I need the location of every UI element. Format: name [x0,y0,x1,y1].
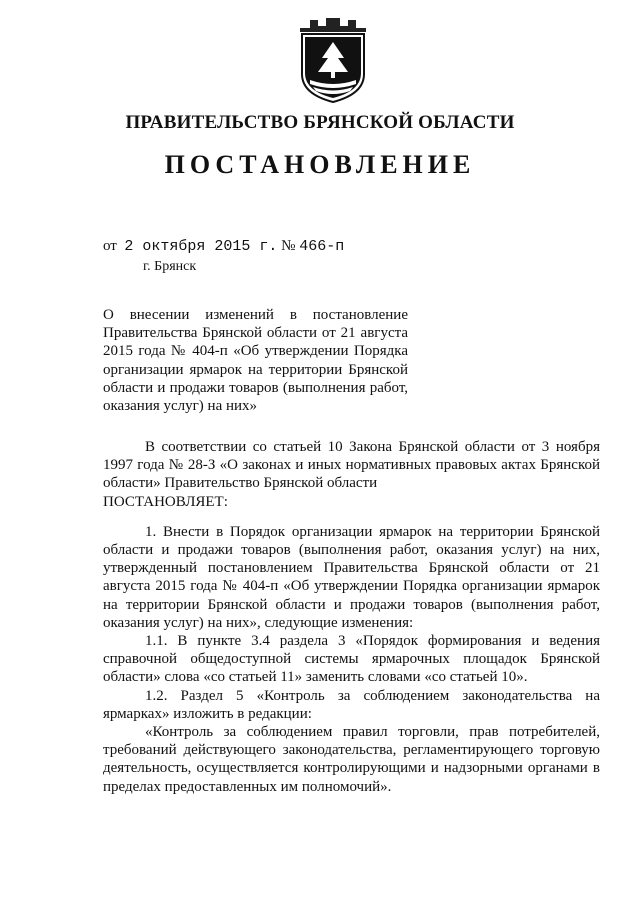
coat-of-arms-icon [298,14,368,104]
city: г. Брянск [143,259,197,274]
date-line [103,238,344,255]
preamble: В соответствии со статьей 10 Закона Брянской области от 3 ноября 1997 года № 28-З «О законах и иных нормативных правовых актах Брянской области» Правительство Брянской области [103,439,600,492]
number-sign: № [281,238,296,254]
document-date: 2 октября 2015 г. [124,238,278,255]
document-subject: О внесении изменений в постановление Правительства Брянской области от 21 августа 2015 года № 404-п «Об утверждении Порядка организации ярмарок на территории Брянской области и продажи товаров (выполнения работ, оказания услуг) на них» [103,307,408,415]
decree-word: ПОСТАНОВЛЯЕТ: [103,493,228,510]
paragraph-1-2-text: «Контроль за соблюдением правил торговли, прав потребителей, требований действующего законодательства, регламентирующего торговую деятельность, осуществляется контролирующими и надзорными органами в пределах предоставленных им полномочий». [103,724,600,795]
document-body [103,438,600,796]
paragraph-1: 1. Внести в Порядок организации ярмарок на территории Брянской области и продажи товаров (выполнения работ, оказания услуг) на них, утвержденный постановлением Правительства Брянской области от 21 августа 2015 года № 404-п «Об утверждении Порядка организации ярмарок на территории Брянской области и продажи товаров (выполнения работ, оказания услуг) на них», следующие изменения: [103,523,600,631]
document-number: 466-п [299,238,345,255]
paragraph-1-2: 1.2. Раздел 5 «Контроль за соблюдением законодательства на ярмарках» изложить в редакции: [103,687,600,722]
date-prefix: от [103,238,117,254]
paragraph-1-1: 1.1. В пункте 3.4 раздела 3 «Порядок формирования и ведения справочной общедоступной системы ярмарочных площадок Брянской области» слова «со статьей 11» заменить словами «со статьей 10». [103,633,600,686]
document-type: ПОСТАНОВЛЕНИЕ [164,150,476,179]
government-title: ПРАВИТЕЛЬСТВО БРЯНСКОЙ ОБЛАСТИ [125,112,515,133]
